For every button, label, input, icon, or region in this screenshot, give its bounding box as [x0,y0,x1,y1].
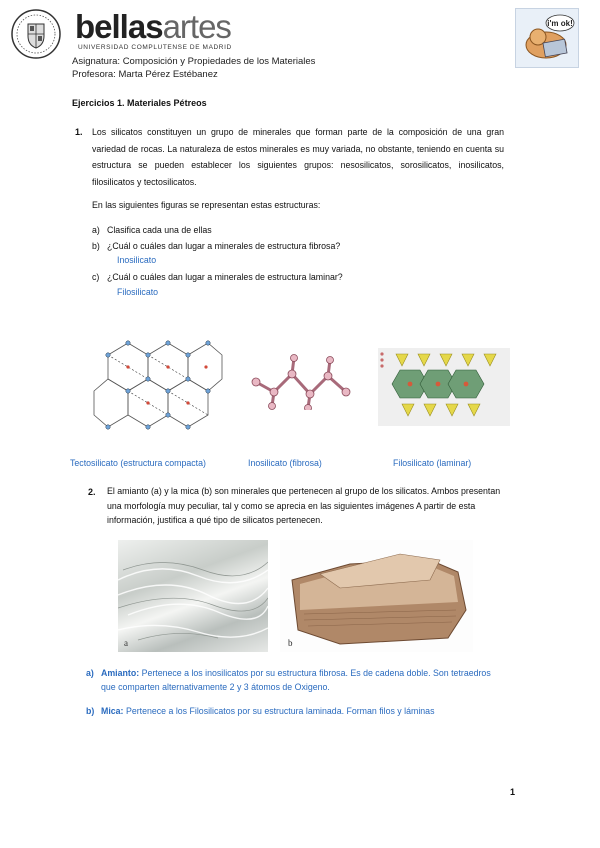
page-number: 1 [510,787,516,797]
q1-intro: En las siguientes figuras se representan estas estructuras: [92,200,321,210]
caption-phyllosilicate: Filosilicato (laminar) [393,458,472,468]
q2-text: El amianto (a) y la mica (b) son minerales que pertenecen al grupo de los silicatos. Ambos presentan una morfología muy peculiar, tal y como se aprecia en las siguientes imágenes A partir de esta información, justifica a qué tipo de silicatos pertenecen. [107,486,501,525]
inosilicate-chain-figure [250,352,360,410]
q1-item-c-label: c) [92,272,100,282]
caption-inosilicate: Inosilicato (fibrosa) [248,458,322,468]
answer-b-text: Pertenece a los Filosilicatos por su estructura laminada. Forman filos y láminas [125,706,435,716]
q2-number: 2. [88,487,96,497]
tectosilicate-structure-figure [88,325,226,445]
answer-b [101,704,501,718]
answer-a-term: Amianto: [101,668,140,678]
phyllosilicate-sheet-figure [378,348,510,426]
q1-text: Los silicatos constituyen un grupo de minerales que forman parte de la composición de una gran variedad de rocas. La naturaleza de estos minerales es muy variada, no obstante, teniendo en cuenta su estructura se pueden establecer los siguientes grupos: nesosilicatos, sorosilicatos, inosilicatos, filosilicatos y tectosilicatos. [92,127,504,187]
q1-item-a-text: Clasifica cada una de ellas [107,225,212,235]
answer-a-label: a) [86,668,94,678]
q1-item-a-label: a) [92,225,100,235]
q1-item-b-label: b) [92,241,100,251]
university-name: UNIVERSIDAD COMPLUTENSE DE MADRID [78,44,232,51]
photo-a-label: a [124,638,128,648]
q1-item-c-text: ¿Cuál o cuáles dan lugar a minerales de estructura laminar? [107,272,343,282]
exercise-title: Ejercicios 1. Materiales Pétreos [72,98,207,108]
answer-b-term: Mica: [101,706,124,716]
q1-item-b-answer: Inosilicato [117,255,157,265]
professor-line: Profesora: Marta Pérez Estébanez [72,69,218,80]
answer-a [101,666,501,694]
university-seal-logo [10,8,62,60]
im-ok-logo [515,8,579,68]
caption-tectosilicate: Tectosilicato (estructura compacta) [70,458,206,468]
q1-item-b-text: ¿Cuál o cuáles dan lugar a minerales de estructura fibrosa? [107,241,341,251]
mica-photo [280,540,473,652]
brand-logo-text: bellasartes [75,8,231,45]
speech-bubble-text: i'm ok! [547,19,573,28]
q1-item-c-answer: Filosilicato [117,287,159,297]
photo-b-label: b [288,638,293,648]
answer-a-text: Pertenece a los inosilicatos por su estructura fibrosa. Es de cadena doble. Son tetraedros que comparten alternativamente 2 y 3 átomos de Oxigeno. [101,668,491,692]
subject-line: Asignatura: Composición y Propiedades de los Materiales [72,56,316,67]
q1-number: 1. [75,127,83,137]
asbestos-photo [118,540,268,652]
answer-b-label: b) [86,706,95,716]
